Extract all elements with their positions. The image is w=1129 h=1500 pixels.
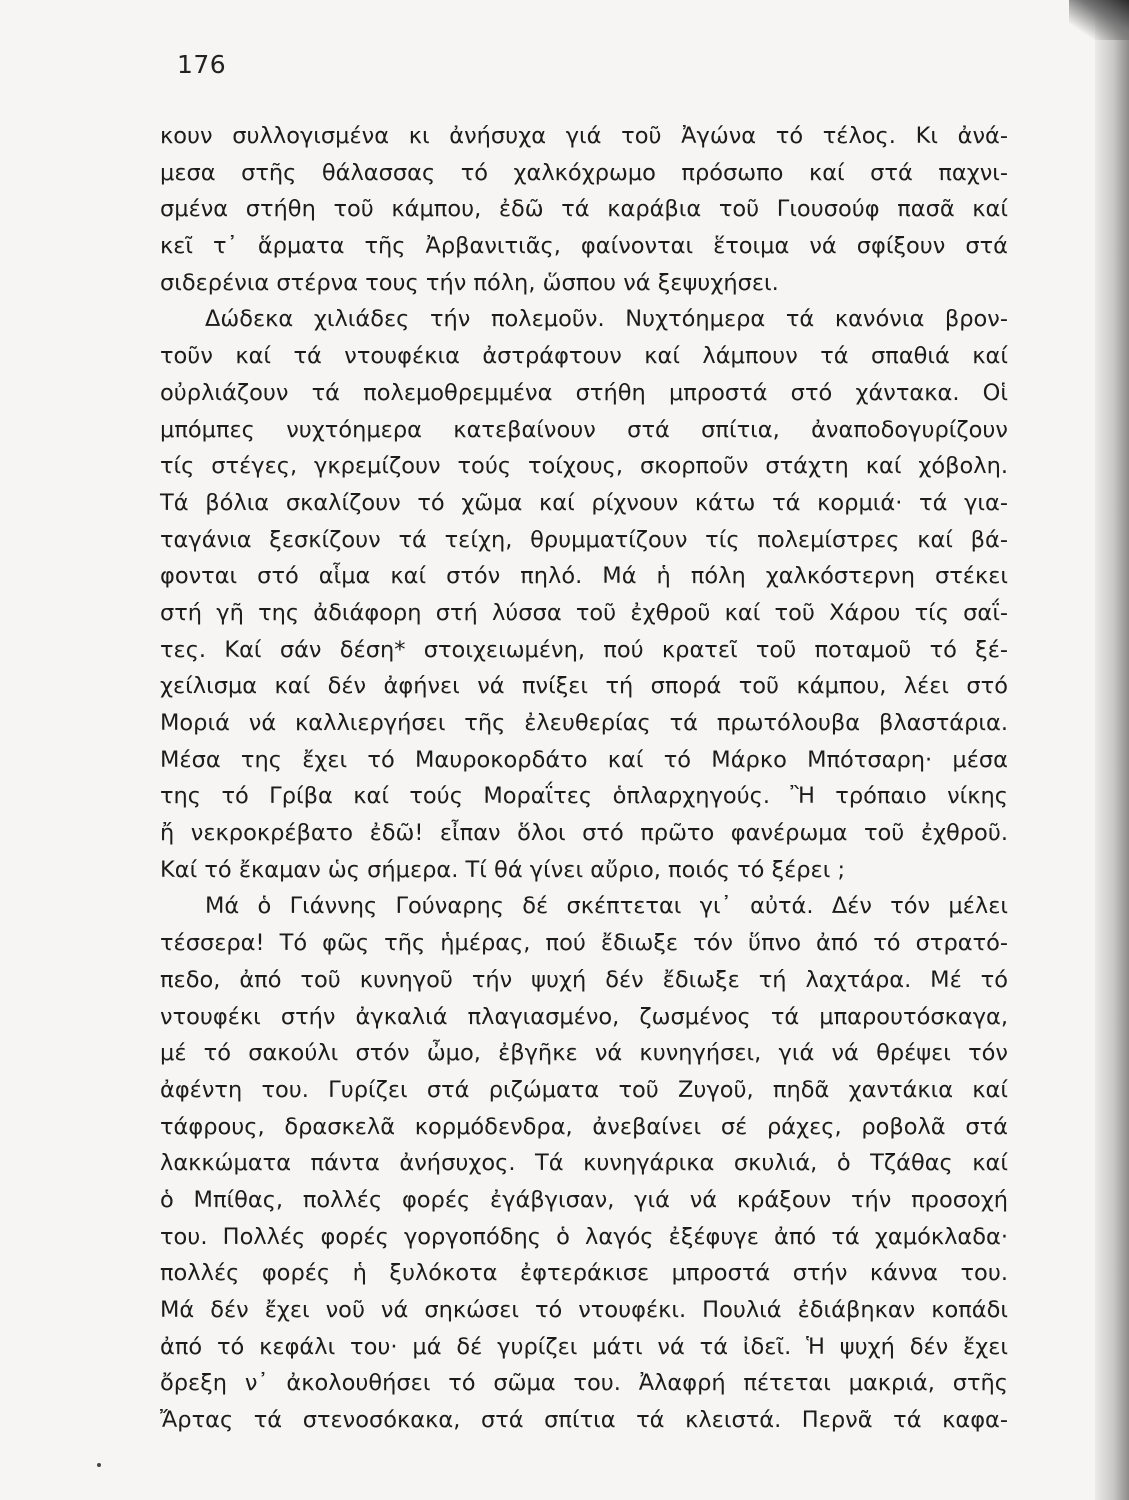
text-line: Τά βόλια σκαλίζουν τό χῶμα καί ρίχνουν κάτω τά κορμιά· τά για- xyxy=(160,489,1008,516)
text-line: λακκώματα πάντα ἀνήσυχος. Τά κυνηγάρικα σκυλιά, ὁ Τζάθας καί xyxy=(160,1150,1008,1177)
text-line: κουν συλλογισμένα κι ἀνήσυχα γιά τοῦ Ἀγώνα τό τέλος. Κι ἀνά- xyxy=(160,123,1008,149)
text-line: ὁ Μπίθας, πολλές φορές ἐγάβγισαν, γιά νά κράξουν τήν προσοχή xyxy=(160,1186,1008,1213)
text-line: ταγάνια ξεσκίζουν τά τείχη, θρυμματίζουν τίς πολεμίστρες καί βά- xyxy=(160,526,1008,553)
ink-speck xyxy=(97,1463,101,1467)
text-line: τες. Καί σάν δέση* στοιχειωμένη, πού κρατεῖ τοῦ ποταμοῦ τό ξέ- xyxy=(160,636,1008,663)
text-line: Δώδεκα χιλιάδες τήν πολεμοῦν. Νυχτόημερα τά κανόνια βρον- xyxy=(205,306,1008,333)
text-line: μέ τό σακούλι στόν ὦμο, ἐβγῆκε νά κυνηγήσει, γιά νά θρέψει τόν xyxy=(160,1040,1008,1067)
text-line: πεδο, ἀπό τοῦ κυνηγοῦ τήν ψυχή δέν ἔδιωξε τή λαχτάρα. Μέ τό xyxy=(160,966,1008,993)
page-number: 176 xyxy=(177,50,227,79)
text-line: τοῦν καί τά ντουφέκια ἀστράφτουν καί λάμπουν τά σπαθιά καί xyxy=(160,343,1008,370)
text-line: πολλές φορές ἡ ξυλόκοτα ἐφτεράκισε μπροστά στήν κάννα του. xyxy=(160,1260,1008,1287)
body-text xyxy=(160,118,1008,1439)
text-line: Μοριά νά καλλιεργήσει τῆς ἐλευθερίας τά πρωτόλουβα βλαστάρια. xyxy=(160,710,1008,736)
text-line: ντουφέκι στήν ἀγκαλιά πλαγιασμένο, ζωσμένος τά μπαρουτόσκαγα, xyxy=(160,1003,1008,1030)
text-line: σιδερένια στέρνα τους τήν πόλη, ὥσπου νά ξεψυχήσει. xyxy=(160,269,779,296)
text-line: χείλισμα καί δέν ἀφήνει νά πνίξει τή σπορά τοῦ κάμπου, λέει στό xyxy=(160,673,1008,700)
text-line: ἀφέντη του. Γυρίζει στά ριζώματα τοῦ Ζυγοῦ, πηδᾶ χαντάκια καί xyxy=(160,1076,1008,1103)
text-line: Μέσα της ἔχει τό Μαυροκορδάτο καί τό Μάρκο Μπότσαρη· μέσα xyxy=(160,746,1008,773)
text-line: φονται στό αἷμα καί στόν πηλό. Μά ἡ πόλη χαλκόστερνη στέκει xyxy=(160,563,1008,590)
text-line: Ἄρτας τά στενοσόκακα, στά σπίτια τά κλειστά. Περνᾶ τά καφα- xyxy=(160,1407,1008,1434)
text-line: τέσσερα! Τό φῶς τῆς ἡμέρας, πού ἔδιωξε τόν ὕπνο ἀπό τό στρατό- xyxy=(160,930,1008,957)
text-line: ἀπό τό κεφάλι του· μά δέ γυρίζει μάτι νά τά ἰδεῖ. Ἡ ψυχή δέν ἔχει xyxy=(160,1333,1008,1360)
text-line: κεῖ τ᾽ ἅρματα τῆς Ἀρβανιτιᾶς, φαίνονται ἕτοιμα νά σφίξουν στά xyxy=(160,233,1008,260)
text-line: οὐρλιάζουν τά πολεμοθρεμμένα στήθη μπροστά στό χάντακα. Οἱ xyxy=(160,379,1008,406)
text-line: τίς στέγες, γκρεμίζουν τούς τοίχους, σκορποῦν στάχτη καί χόβολη. xyxy=(160,453,1008,480)
text-line: της τό Γρίβα καί τούς Μοραΐτες ὁπλαρχηγούς. Ἢ τρόπαιο νίκης xyxy=(160,783,1008,810)
text-line: Μά δέν ἔχει νοῦ νά σηκώσει τό ντουφέκι. Πουλιά ἐδιάβηκαν κοπάδι xyxy=(160,1297,1008,1323)
text-line: ὄρεξη ν᾽ ἀκολουθήσει τό σῶμα του. Ἀλαφρή πέτεται μακριά, στῆς xyxy=(160,1370,1008,1397)
text-line: Μά ὁ Γιάννης Γούναρης δέ σκέπτεται γι᾽ αὐτά. Δέν τόν μέλει xyxy=(205,893,1008,920)
text-line: τάφρους, δρασκελᾶ κορμόδενδρα, ἀνεβαίνει σέ ράχες, ροβολᾶ στά xyxy=(160,1113,1008,1140)
text-line: του. Πολλές φορές γοργοπόδης ὁ λαγός ἐξέφυγε ἀπό τά χαμόκλαδα· xyxy=(160,1223,1008,1250)
text-line: στή γῆ της ἀδιάφορη στή λύσσα τοῦ ἐχθροῦ καί τοῦ Χάρου τίς σαΐ- xyxy=(160,599,1008,626)
text-line: ἤ νεκροκρέβατο ἐδῶ! εἶπαν ὅλοι στό πρῶτο φανέρωμα τοῦ ἐχθροῦ. xyxy=(160,820,1008,847)
text-line: Καί τό ἔκαμαν ὡς σήμερα. Τί θά γίνει αὔριο, ποιός τό ξέρει ; xyxy=(160,856,846,883)
text-line: μπόμπες νυχτόημερα κατεβαίνουν στά σπίτια, ἀναποδογυρίζουν xyxy=(160,416,1008,443)
text-line: μεσα στῆς θάλασσας τό χαλκόχρωμο πρόσωπο καί στά παχνι- xyxy=(160,159,1008,186)
text-line: σμένα στήθη τοῦ κάμπου, ἐδῶ τά καράβια τοῦ Γιουσούφ πασᾶ καί xyxy=(160,196,1008,223)
page-edge-shadow xyxy=(1095,0,1129,1500)
corner-shadow xyxy=(1069,0,1129,40)
